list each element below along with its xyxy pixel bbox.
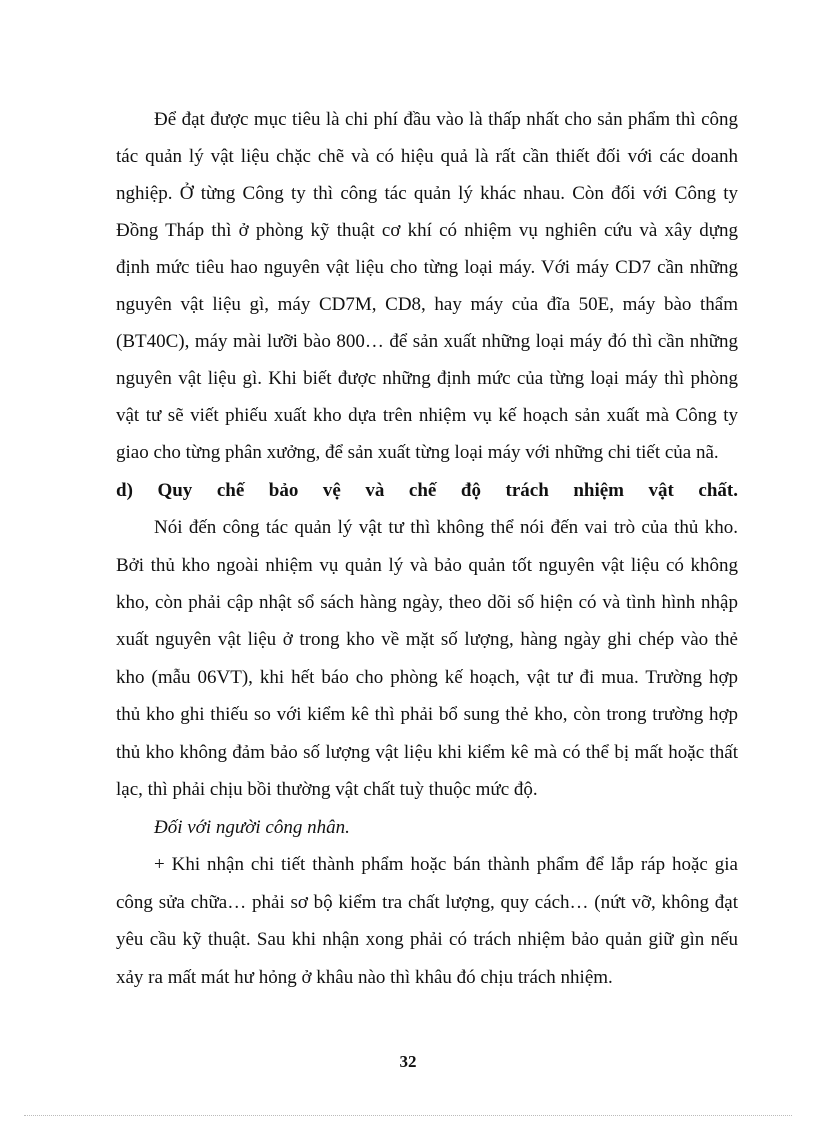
paragraph-line: lạc, thì phải chịu bồi thường vật chất tuỳ thuộc mức độ.: [116, 779, 538, 800]
paragraph-line: thủ kho ghi thiếu so với kiểm kê thì phải bổ sung thẻ kho, còn trong trường hợp: [116, 704, 738, 725]
paragraph-line: xảy ra mất mát hư hỏng ở khâu nào thì khâu đó chịu trách nhiệm.: [116, 967, 613, 988]
page-bottom-divider: [24, 1115, 792, 1116]
paragraph-line: nguyên vật liệu gì, máy CD7M, CD8, hay máy của đĩa 50E, máy bào thẩm: [116, 294, 738, 315]
paragraph-line: (BT40C), máy mài lưỡi bào 800… để sản xuất những loại máy đó thì cần những: [116, 331, 738, 352]
paragraph-line: nguyên vật liệu gì. Khi biết được những định mức của từng loại máy thì phòng: [116, 368, 738, 389]
section-heading: d) Quy chế bảo vệ và chế độ trách nhiệm vật chất.: [116, 480, 738, 501]
paragraph-line: Bởi thủ kho ngoài nhiệm vụ quản lý và bảo quản tốt nguyên vật liệu có không: [116, 555, 738, 576]
paragraph-line: xuất nguyên vật liệu ở trong kho về mặt số lượng, hàng ngày ghi chép vào thẻ: [116, 629, 738, 650]
paragraph-line: yêu cầu kỹ thuật. Sau khi nhận xong phải có trách nhiệm bảo quản giữ gìn nếu: [116, 929, 738, 950]
paragraph-line: kho (mẫu 06VT), khi hết báo cho phòng kế hoạch, vật tư đi mua. Trường hợp: [116, 667, 738, 688]
paragraph-line: Đồng Tháp thì ở phòng kỹ thuật cơ khí có nhiệm vụ nghiên cứu và xây dựng: [116, 220, 738, 241]
paragraph-line: tác quản lý vật liệu chặc chẽ và có hiệu quả là rất cần thiết đối với các doanh: [116, 146, 738, 167]
paragraph-line: định mức tiêu hao nguyên vật liệu cho từng loại máy. Với máy CD7 cần những: [116, 257, 738, 278]
subheading-italic: Đối với người công nhân.: [154, 817, 350, 838]
paragraph-line: + Khi nhận chi tiết thành phẩm hoặc bán thành phẩm để lắp ráp hoặc gia: [154, 854, 738, 875]
page-number: 32: [399, 1052, 417, 1071]
paragraph-line: thủ kho không đảm bảo số lượng vật liệu khi kiểm kê mà có thể bị mất hoặc thất: [116, 742, 738, 763]
paragraph-line: Nói đến công tác quản lý vật tư thì không thể nói đến vai trò của thủ kho.: [154, 517, 738, 538]
paragraph-line: nghiệp. Ở từng Công ty thì công tác quản lý khác nhau. Còn đối với Công ty: [116, 183, 738, 204]
paragraph-line: công sửa chữa… phải sơ bộ kiểm tra chất lượng, quy cách… (nứt vỡ, không đạt: [116, 892, 738, 913]
paragraph-line: giao cho từng phân xưởng, để sản xuất từng loại máy với những chi tiết của nã.: [116, 442, 719, 463]
paragraph-line: Để đạt được mục tiêu là chi phí đầu vào là thấp nhất cho sản phẩm thì công: [154, 109, 738, 130]
paragraph-line: vật tư sẽ viết phiếu xuất kho dựa trên nhiệm vụ kế hoạch sản xuất mà Công ty: [116, 405, 738, 426]
paragraph-line: kho, còn phải cập nhật sổ sách hàng ngày, theo dõi số hiện có và tình hình nhập: [116, 592, 738, 613]
